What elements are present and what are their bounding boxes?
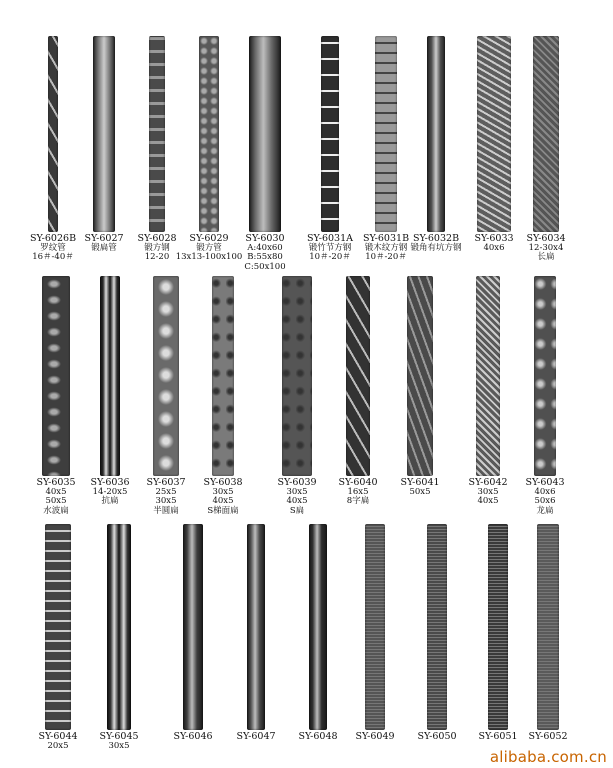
product-bar-sy-6047 [247, 524, 265, 730]
product-spec: 25x5 [155, 486, 177, 497]
product-bar-sy-6028 [149, 36, 165, 232]
product-code: SY-6048 [298, 731, 338, 742]
product-spec: 锻方管 [196, 242, 222, 253]
product-label [474, 234, 513, 253]
product-code: SY-6027 [84, 233, 124, 244]
product-spec: 20x5 [47, 740, 69, 751]
product-label [400, 478, 439, 497]
product-code: SY-6038 [203, 477, 243, 488]
product-label [30, 234, 76, 263]
product-label [236, 732, 275, 742]
product-code: SY-6045 [99, 731, 139, 742]
product-label [478, 732, 517, 742]
product-spec: 30x5 [212, 486, 234, 497]
product-spec: 50x5 [409, 486, 431, 497]
product-label [468, 478, 507, 507]
product-code: SY-6052 [528, 731, 568, 742]
product-code: SY-6050 [417, 731, 457, 742]
product-label [338, 478, 377, 507]
product-spec: 锻角有坑方钢 [410, 242, 462, 253]
product-code: SY-6032B [412, 233, 460, 244]
product-spec: 水波扁 [43, 505, 69, 516]
product-bar-sy-6026b [48, 36, 58, 232]
product-label [137, 234, 176, 263]
product-spec: 10＃-20＃ [309, 252, 351, 262]
product-spec: 长扁 [537, 252, 555, 262]
product-bar-sy-6051 [488, 524, 508, 730]
product-code: SY-6031A [307, 233, 353, 244]
product-spec: 50x6 [534, 496, 556, 506]
product-bar-sy-6039 [282, 276, 312, 476]
product-spec: 40x5 [45, 486, 67, 497]
product-code: SY-6039 [277, 477, 317, 488]
product-bar-sy-6034 [533, 36, 559, 232]
product-spec: 40x5 [286, 496, 308, 506]
product-spec: 13x13-100x100 [175, 252, 243, 262]
product-spec: 抗扁 [101, 496, 119, 506]
product-label [525, 478, 564, 516]
product-spec: 30x5 [286, 486, 308, 497]
product-bar-sy-6037 [153, 276, 179, 476]
product-spec: S梯面扁 [207, 505, 239, 516]
product-bar-sy-6042 [476, 276, 500, 476]
product-bar-sy-6043 [534, 276, 556, 476]
product-code: SY-6051 [478, 731, 518, 742]
product-spec: B:55x80 [247, 252, 283, 262]
product-code: SY-6034 [526, 233, 566, 244]
product-bar-sy-6033 [477, 36, 511, 232]
product-label [363, 234, 409, 263]
product-bar-sy-6041 [407, 276, 433, 476]
product-code: SY-6029 [189, 233, 229, 244]
product-spec: 40x6 [483, 242, 505, 253]
product-spec: 龙扁 [536, 505, 554, 516]
product-bar-sy-6032b [427, 36, 445, 232]
product-spec: 半圆扁 [153, 505, 179, 516]
product-label [526, 234, 565, 263]
product-spec: A:40x60 [247, 242, 283, 253]
product-label [99, 732, 138, 751]
product-bar-sy-6031a [321, 36, 339, 232]
product-bar-sy-6027 [93, 36, 115, 232]
product-spec: 8字扁 [346, 496, 370, 506]
product-bar-sy-6030 [249, 36, 281, 232]
product-bar-sy-6031b [375, 36, 397, 232]
product-code: SY-6031B [362, 233, 410, 244]
product-spec: 锻竹节方钢 [308, 242, 352, 253]
product-code: SY-6036 [90, 477, 130, 488]
product-bar-sy-6049 [365, 524, 385, 730]
product-label [307, 234, 353, 263]
product-spec: 50x5 [45, 496, 67, 506]
product-code: SY-6037 [146, 477, 186, 488]
product-label [176, 234, 243, 263]
product-spec: 罗纹管 [40, 242, 66, 253]
product-code: SY-6028 [137, 233, 177, 244]
product-spec: C:50x100 [244, 261, 286, 272]
product-label [146, 478, 185, 516]
product-spec: 12-30x4 [528, 242, 564, 253]
product-spec: 锻扁管 [91, 242, 117, 253]
product-spec: 16＃-40＃ [32, 252, 74, 262]
product-spec: 40x5 [212, 496, 234, 506]
product-spec: 40x6 [534, 486, 556, 497]
product-code: SY-6026B [29, 233, 77, 244]
product-bar-sy-6045 [107, 524, 131, 730]
product-code: SY-6041 [400, 477, 440, 488]
product-spec: 30x5 [155, 496, 177, 506]
product-bar-sy-6046 [183, 524, 203, 730]
product-label [90, 478, 129, 507]
product-code: SY-6040 [338, 477, 378, 488]
product-label [355, 732, 394, 742]
product-code: SY-6044 [38, 731, 78, 742]
product-spec: 30x5 [108, 740, 130, 751]
product-code: SY-6046 [173, 731, 213, 742]
product-label [38, 732, 77, 751]
product-bar-sy-6052 [537, 524, 559, 730]
product-bar-sy-6036 [100, 276, 120, 476]
product-label [36, 478, 75, 516]
product-code: SY-6049 [355, 731, 395, 742]
product-code: SY-6042 [468, 477, 508, 488]
product-spec: 10＃-20＃ [365, 252, 407, 262]
product-spec: 锻方钢 [144, 242, 170, 253]
product-label [173, 732, 212, 742]
product-spec: 40x5 [477, 496, 499, 506]
product-spec: 16x5 [347, 486, 369, 497]
product-label [244, 234, 285, 272]
product-label [410, 234, 461, 253]
product-code: SY-6035 [36, 477, 76, 488]
product-code: SY-6030 [245, 233, 285, 244]
product-code: SY-6033 [474, 233, 514, 244]
product-bar-sy-6050 [427, 524, 447, 730]
product-spec: 30x5 [477, 486, 499, 497]
product-code: SY-6043 [525, 477, 565, 488]
product-bar-sy-6044 [45, 524, 71, 730]
product-label [298, 732, 337, 742]
product-label [277, 478, 316, 516]
product-spec: S扁 [289, 505, 305, 516]
product-spec: 12-20 [144, 252, 170, 262]
product-bar-sy-6048 [309, 524, 327, 730]
product-label [528, 732, 567, 742]
product-bar-sy-6029 [199, 36, 219, 232]
product-bar-sy-6035 [42, 276, 70, 476]
product-spec: 14-20x5 [92, 486, 128, 497]
product-bar-sy-6040 [346, 276, 370, 476]
product-spec: 锻木纹方钢 [364, 242, 408, 253]
product-bar-sy-6038 [212, 276, 234, 476]
product-label [417, 732, 456, 742]
product-code: SY-6047 [236, 731, 276, 742]
watermark: alibaba.com.cn [489, 748, 607, 766]
product-label [203, 478, 242, 516]
product-label [84, 234, 123, 253]
